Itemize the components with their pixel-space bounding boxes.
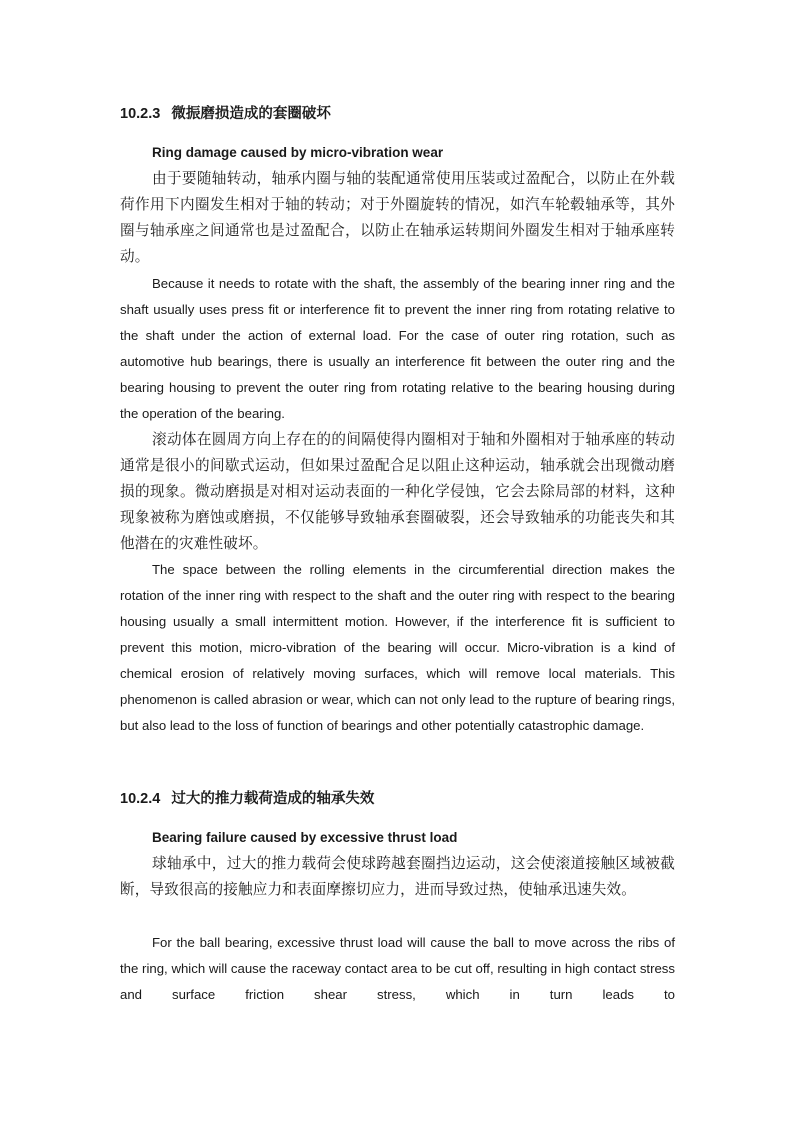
paragraph-zh: 滚动体在圆周方向上存在的的间隔使得内圈相对于轴和外圈相对于轴承座的转动通常是很小的间歇式运动，但如果过盈配合足以阻止这种运动，轴承就会出现微动磨损的现象。微动磨损是对相对运动表面的一种化学侵蚀，它会去除局部的材料，这种现象被称为磨蚀或磨损，不仅能够导致轴承套圈破裂，还会导致轴承的功能丧失和其他潜在的灾难性破坏。 xyxy=(120,431,675,552)
section-title: 过大的推力载荷造成的轴承失效 xyxy=(171,791,375,807)
section-heading-10-2-4 xyxy=(120,787,675,808)
section-number: 10.2.3 xyxy=(120,106,161,122)
paragraph-zh: 由于要随轴转动，轴承内圈与轴的装配通常使用压装或过盈配合，以防止在外载荷作用下内圈发生相对于轴的转动；对于外圈旋转的情况，如汽车轮毂轴承等，其外圈与轴承座之间通常也是过盈配合，以防止在轴承运转期间外圈发生相对于轴承座转动。 xyxy=(120,170,675,265)
section-heading-10-2-3 xyxy=(120,102,675,123)
section-number: 10.2.4 xyxy=(120,791,161,807)
paragraph-en: The space between the rolling elements in the circumferential direction makes the rotation of the inner ring with respect to the shaft and the outer ring with respect to the bearing housing usually a small intermittent motion. However, if the interference fit is sufficient to prevent this motion, micro-vibration of the bearing will occur. Micro-vibration is a kind of chemical erosion of relatively moving surfaces, which will remove local materials. This phenomenon is called abrasion or wear, which can not only lead to the rupture of bearing rings, but also lead to the loss of function of bearings and other potentially catastrophic damage. xyxy=(120,562,675,733)
section-subtitle-en: Bearing failure caused by excessive thrust load xyxy=(152,830,458,845)
paragraph-zh: 球轴承中，过大的推力载荷会使球跨越套圈挡边运动，这会使滚道接触区域被截断，导致很高的接触应力和表面摩擦切应力，进而导致过热，使轴承迅速失效。 xyxy=(120,855,675,898)
paragraph-en: Because it needs to rotate with the shaft, the assembly of the bearing inner ring and the shaft usually uses press fit or interference fit to prevent the inner ring from rotating relative to the shaft under the action of external load. For the case of outer ring rotation, such as automotive hub bearings, there is usually an interference fit between the outer ring and the bearing housing to prevent the outer ring from rotating relative to the bearing housing during the operation of the bearing. xyxy=(120,276,675,421)
paragraph-en: For the ball bearing, excessive thrust load will cause the ball to move across the ribs of the ring, which will cause the raceway contact area to be cut off, resulting in high contact stress and surface friction shear stress, which in turn leads to xyxy=(120,935,675,1002)
section-subtitle-en: Ring damage caused by micro-vibration wear xyxy=(152,145,444,160)
section-title: 微振磨损造成的套圈破坏 xyxy=(171,106,331,122)
